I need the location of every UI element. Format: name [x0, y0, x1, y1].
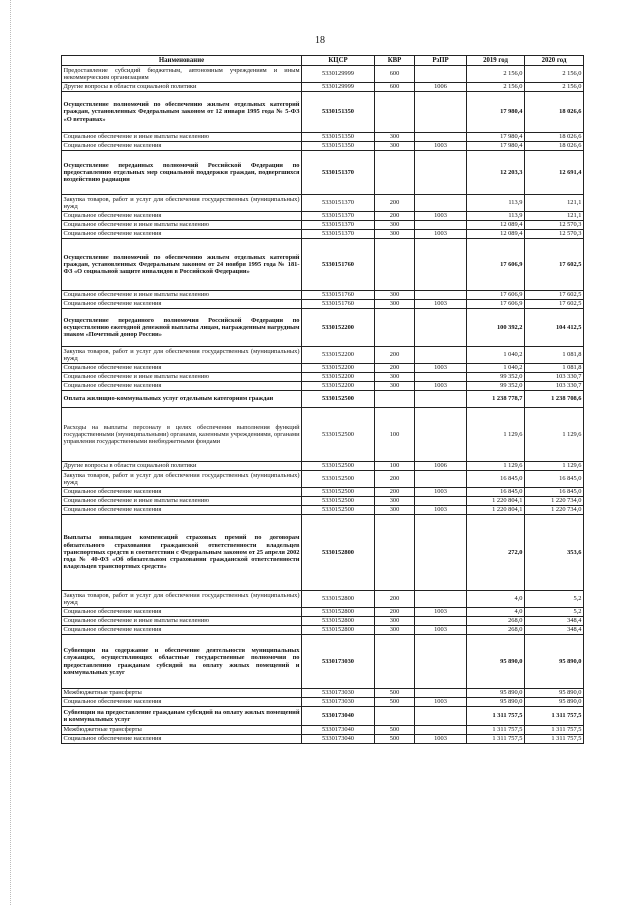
table-row: [62, 735, 584, 744]
row-2020-cell: 103 330,7: [525, 373, 584, 382]
row-2019-cell: 99 352,0: [467, 382, 525, 391]
row-rzpr-cell: 1003: [415, 735, 467, 744]
table-row: [62, 726, 584, 735]
row-rzpr-cell: [415, 195, 467, 212]
row-rzpr-cell: 1003: [415, 212, 467, 221]
row-2019-cell: 268,0: [467, 617, 525, 626]
header-2020: 2020 год: [525, 56, 584, 66]
row-name-cell: Закупка товаров, работ и услуг для обеспечения государственных (муниципальных) нужд: [63, 591, 300, 606]
table-body: [62, 66, 584, 744]
row-kvr-cell: 200: [375, 471, 415, 488]
row-kcsr-cell: 5330173040: [302, 735, 375, 744]
row-2019-cell: 95 890,0: [467, 689, 525, 698]
row-2020-cell: 5,2: [525, 608, 584, 617]
row-kvr-cell: 100: [375, 408, 415, 462]
row-rzpr-cell: [415, 497, 467, 506]
row-name-cell: Осуществление полномочий по обеспечению жильем отдельных категорий граждан, установленных Федеральным законом от 24 ноября 1995 года № 181-ФЗ «О социальной защите инвалидов в Российской Федерации»: [62, 239, 302, 291]
row-kvr-cell: [375, 707, 415, 726]
table-row: [62, 230, 584, 239]
row-2020-cell: 18 026,6: [525, 142, 584, 151]
row-name-cell: Предоставление субсидий бюджетным, автономным учреждениям и иным некоммерческим организациям: [63, 66, 300, 81]
row-kvr-cell: 200: [375, 591, 415, 608]
row-rzpr-cell: [415, 726, 467, 735]
table-row: [62, 221, 584, 230]
row-rzpr-cell: [415, 515, 467, 591]
row-name-cell: Социальное обеспечение населения: [62, 626, 302, 635]
table-row: [62, 626, 584, 635]
row-name-cell: Осуществление переданных полномочий Российской Федерации по предоставлению отдельных мер социальной поддержки граждан, подвергшихся воздействию радиации: [62, 151, 302, 195]
row-2020-cell: 1 238 708,6: [525, 391, 584, 408]
row-2020-cell: 1 311 757,5: [525, 707, 584, 726]
row-kcsr-cell: 5330151370: [302, 151, 375, 195]
row-rzpr-cell: [415, 408, 467, 462]
row-2020-cell: 18 026,6: [525, 133, 584, 142]
row-kcsr-cell: 5330173030: [302, 635, 375, 689]
row-kvr-cell: 300: [375, 142, 415, 151]
row-name-cell: Социальное обеспечение населения: [62, 382, 302, 391]
row-kvr-cell: 300: [375, 300, 415, 309]
table-row: [62, 212, 584, 221]
row-kcsr-cell: 5330151350: [302, 142, 375, 151]
row-2019-cell: 1 040,2: [467, 364, 525, 373]
page-edge-line: [10, 0, 11, 905]
row-kcsr-cell: 5330152800: [302, 626, 375, 635]
row-kvr-cell: 600: [375, 66, 415, 83]
row-name-cell: Осуществление полномочий по обеспечению жильем отдельных категорий граждан, установленных Федеральным законом от 12 января 1995 года № 5-ФЗ «О ветеранах»: [62, 92, 302, 133]
row-2019-cell: 113,9: [467, 195, 525, 212]
row-2020-cell: 1 081,8: [525, 347, 584, 364]
row-rzpr-cell: [415, 151, 467, 195]
row-name-cell: Закупка товаров, работ и услуг для обеспечения государственных (муниципальных) нужд: [63, 347, 300, 362]
row-kcsr-cell: 5330173040: [302, 707, 375, 726]
row-kcsr-cell: 5330152200: [302, 347, 375, 364]
row-kcsr-cell: 5330152200: [302, 382, 375, 391]
table-row: [62, 309, 584, 347]
row-kcsr-cell: 5330151370: [302, 230, 375, 239]
row-kcsr-cell: 5330152200: [302, 373, 375, 382]
row-kvr-cell: [375, 391, 415, 408]
row-name-cell: Осуществление переданного полномочия Российской Федерации по осуществлению ежегодной денежной выплаты лицам, награжденным нагрудным знаком «Почетный донор России»: [62, 309, 302, 347]
row-rzpr-cell: [415, 92, 467, 133]
table-row: [62, 347, 584, 364]
row-2019-cell: 4,0: [467, 608, 525, 617]
row-2019-cell: 272,0: [467, 515, 525, 591]
row-2020-cell: 12 691,4: [525, 151, 584, 195]
row-kcsr-cell: 5330152500: [302, 488, 375, 497]
row-2019-cell: 17 980,4: [467, 92, 525, 133]
row-2019-cell: 17 980,4: [467, 133, 525, 142]
row-name-cell: Социальное обеспечение и иные выплаты населению: [62, 133, 302, 142]
row-kvr-cell: 500: [375, 735, 415, 744]
row-rzpr-cell: 1003: [415, 142, 467, 151]
row-2020-cell: 95 890,0: [525, 689, 584, 698]
row-kcsr-cell: 5330151350: [302, 92, 375, 133]
row-kvr-cell: 500: [375, 689, 415, 698]
row-2020-cell: 1 311 757,5: [525, 735, 584, 744]
row-2020-cell: 1 311 757,5: [525, 726, 584, 735]
row-rzpr-cell: [415, 239, 467, 291]
row-name-cell: Социальное обеспечение и иные выплаты населению: [62, 497, 302, 506]
row-name-cell: Социальное обеспечение населения: [62, 506, 302, 515]
row-kvr-cell: 300: [375, 373, 415, 382]
row-2020-cell: 95 890,0: [525, 635, 584, 689]
table-row: [62, 92, 584, 133]
header-kvr: КВР: [375, 56, 415, 66]
row-kvr-cell: 300: [375, 506, 415, 515]
table-row: [62, 488, 584, 497]
row-kvr-cell: 300: [375, 617, 415, 626]
row-name-cell: Социальное обеспечение населения: [62, 300, 302, 309]
row-rzpr-cell: [415, 391, 467, 408]
table-row: [62, 617, 584, 626]
row-rzpr-cell: 1006: [415, 462, 467, 471]
row-rzpr-cell: 1003: [415, 300, 467, 309]
row-2019-cell: 17 606,9: [467, 300, 525, 309]
table-row: [62, 151, 584, 195]
row-name-cell: Расходы на выплаты персоналу в целях обеспечения выполнения функций государственными (муниципальными) органами, казенными учреждениями, органами управления государственными внебюджетными фондами: [62, 408, 302, 462]
row-kcsr-cell: 5330152500: [302, 408, 375, 462]
row-name-cell: Социальное обеспечение населения: [62, 488, 302, 497]
row-kvr-cell: 300: [375, 133, 415, 142]
row-2020-cell: 348,4: [525, 626, 584, 635]
page-number: 18: [315, 35, 325, 46]
row-kvr-cell: [375, 239, 415, 291]
row-rzpr-cell: [415, 689, 467, 698]
table-row: [62, 195, 584, 212]
row-2019-cell: 1 311 757,5: [467, 726, 525, 735]
row-kcsr-cell: 5330152200: [302, 309, 375, 347]
row-rzpr-cell: [415, 221, 467, 230]
row-rzpr-cell: 1003: [415, 382, 467, 391]
row-rzpr-cell: [415, 66, 467, 83]
table-row: [62, 391, 584, 408]
row-kvr-cell: [375, 635, 415, 689]
row-2020-cell: 12 570,3: [525, 221, 584, 230]
row-2020-cell: 2 156,0: [525, 83, 584, 92]
row-kcsr-cell: 5330152500: [302, 506, 375, 515]
table-row: [62, 515, 584, 591]
row-kcsr-cell: 5330151350: [302, 133, 375, 142]
row-2019-cell: 95 890,0: [467, 698, 525, 707]
row-kvr-cell: 200: [375, 347, 415, 364]
row-kvr-cell: 100: [375, 462, 415, 471]
row-rzpr-cell: 1003: [415, 698, 467, 707]
row-rzpr-cell: 1006: [415, 83, 467, 92]
row-kvr-cell: 200: [375, 488, 415, 497]
row-name-cell: Социальное обеспечение и иные выплаты населению: [62, 291, 302, 300]
row-2020-cell: 1 129,6: [525, 408, 584, 462]
row-2019-cell: 1 220 804,1: [467, 506, 525, 515]
row-2019-cell: 16 845,0: [467, 488, 525, 497]
row-kcsr-cell: 5330151760: [302, 300, 375, 309]
row-2020-cell: 5,2: [525, 591, 584, 608]
row-kcsr-cell: 5330173030: [302, 698, 375, 707]
row-kcsr-cell: 5330151370: [302, 221, 375, 230]
row-kcsr-cell: 5330173030: [302, 689, 375, 698]
row-2020-cell: 103 330,7: [525, 382, 584, 391]
row-name-cell: Выплаты инвалидам компенсаций страховых премий по договорам обязательного страхования гражданской ответственности владельцев транспортных средств в соответствии с Федеральным законом от 25 апреля 2002 года № 40-ФЗ «Об обязательном страховании гражданской ответственности владельцев транспортных средств»: [62, 515, 302, 591]
row-2019-cell: 4,0: [467, 591, 525, 608]
row-2019-cell: 12 089,4: [467, 221, 525, 230]
table-row: [62, 698, 584, 707]
row-name-cell: Субвенции на предоставление гражданам субсидий на оплату жилых помещений и коммунальных услуг: [62, 707, 302, 726]
row-2019-cell: 2 156,0: [467, 83, 525, 92]
row-kvr-cell: [375, 515, 415, 591]
row-kvr-cell: 200: [375, 212, 415, 221]
row-name-cell: Субвенции на содержание и обеспечение деятельности муниципальных служащих, осуществляющих областные государственные полномочия по предоставлению гражданам субсидий на оплату жилых помещений и коммунальных услуг: [62, 635, 302, 689]
row-2019-cell: 95 890,0: [467, 635, 525, 689]
row-rzpr-cell: [415, 591, 467, 608]
row-rzpr-cell: [415, 373, 467, 382]
row-name-cell: Социальное обеспечение населения: [62, 698, 302, 707]
row-kvr-cell: [375, 151, 415, 195]
row-rzpr-cell: [415, 133, 467, 142]
row-kcsr-cell: 5330152800: [302, 608, 375, 617]
row-rzpr-cell: [415, 347, 467, 364]
table-header-row: [62, 56, 584, 66]
table-row: [62, 364, 584, 373]
row-kvr-cell: 600: [375, 83, 415, 92]
table-row: [62, 300, 584, 309]
row-2019-cell: 1 129,6: [467, 408, 525, 462]
row-kvr-cell: 300: [375, 382, 415, 391]
row-kvr-cell: 200: [375, 608, 415, 617]
table-row: [62, 408, 584, 462]
row-rzpr-cell: [415, 635, 467, 689]
row-name-cell: Социальное обеспечение и иные выплаты населению: [62, 617, 302, 626]
row-kvr-cell: [375, 309, 415, 347]
row-2019-cell: 99 352,0: [467, 373, 525, 382]
row-2019-cell: 1 040,2: [467, 347, 525, 364]
row-2019-cell: 113,9: [467, 212, 525, 221]
row-2019-cell: 2 156,0: [467, 66, 525, 83]
row-name-cell: Социальное обеспечение населения: [62, 364, 302, 373]
row-name-cell: Социальное обеспечение населения: [62, 230, 302, 239]
row-2019-cell: 16 845,0: [467, 471, 525, 488]
table-row: [62, 497, 584, 506]
row-name-cell: Социальное обеспечение и иные выплаты населению: [62, 221, 302, 230]
row-2019-cell: 1 129,6: [467, 462, 525, 471]
row-kcsr-cell: 5330152200: [302, 364, 375, 373]
row-name-cell: Другие вопросы в области социальной политики: [62, 462, 302, 471]
row-name-cell: Закупка товаров, работ и услуг для обеспечения государственных (муниципальных) нужд: [63, 471, 300, 486]
header-name: Наименование: [62, 56, 302, 66]
row-name-cell: Другие вопросы в области социальной политики: [62, 83, 302, 92]
table-row: [62, 707, 584, 726]
row-kcsr-cell: 5330129999: [302, 66, 375, 83]
row-2020-cell: 18 026,6: [525, 92, 584, 133]
row-2019-cell: 1 311 757,5: [467, 707, 525, 726]
row-2020-cell: 95 890,0: [525, 698, 584, 707]
row-kvr-cell: [375, 92, 415, 133]
row-2020-cell: 17 602,5: [525, 300, 584, 309]
row-2020-cell: 1 081,8: [525, 364, 584, 373]
budget-table: [61, 55, 584, 744]
table-row: [62, 133, 584, 142]
table-row: [62, 83, 584, 92]
row-2020-cell: 16 845,0: [525, 471, 584, 488]
row-2020-cell: 1 129,6: [525, 462, 584, 471]
row-kvr-cell: 500: [375, 726, 415, 735]
row-kcsr-cell: 5330129999: [302, 83, 375, 92]
row-rzpr-cell: 1003: [415, 364, 467, 373]
row-kcsr-cell: 5330173040: [302, 726, 375, 735]
row-2019-cell: 268,0: [467, 626, 525, 635]
row-2019-cell: 17 606,9: [467, 239, 525, 291]
table-row: [62, 239, 584, 291]
row-name-cell: Оплата жилищно-коммунальных услуг отдельным категориям граждан: [62, 391, 302, 408]
row-rzpr-cell: [415, 707, 467, 726]
row-kvr-cell: 200: [375, 364, 415, 373]
row-kcsr-cell: 5330151370: [302, 212, 375, 221]
row-name-cell: Социальное обеспечение и иные выплаты населению: [62, 373, 302, 382]
row-name-cell: Межбюджетные трансферты: [62, 726, 302, 735]
row-rzpr-cell: 1003: [415, 488, 467, 497]
row-kcsr-cell: 5330152800: [302, 617, 375, 626]
row-kcsr-cell: 5330152500: [302, 391, 375, 408]
table-row: [62, 506, 584, 515]
row-kcsr-cell: 5330152500: [302, 471, 375, 488]
row-kvr-cell: 300: [375, 230, 415, 239]
row-kvr-cell: 300: [375, 497, 415, 506]
row-rzpr-cell: 1003: [415, 506, 467, 515]
header-2019: 2019 год: [467, 56, 525, 66]
table-row: [62, 471, 584, 488]
row-kcsr-cell: 5330151760: [302, 291, 375, 300]
table-row: [62, 373, 584, 382]
table-row: [62, 591, 584, 608]
row-rzpr-cell: 1003: [415, 626, 467, 635]
row-2019-cell: 17 980,4: [467, 142, 525, 151]
row-kcsr-cell: 5330152800: [302, 591, 375, 608]
row-2020-cell: 2 156,0: [525, 66, 584, 83]
row-name-cell: Социальное обеспечение населения: [62, 142, 302, 151]
table-row: [62, 635, 584, 689]
row-2020-cell: 16 845,0: [525, 488, 584, 497]
row-2019-cell: 100 392,2: [467, 309, 525, 347]
row-kvr-cell: 300: [375, 291, 415, 300]
header-rzpr: РзПР: [415, 56, 467, 66]
row-name-cell: Социальное обеспечение населения: [62, 608, 302, 617]
row-kvr-cell: 500: [375, 698, 415, 707]
table-row: [62, 142, 584, 151]
row-2020-cell: 17 602,5: [525, 291, 584, 300]
row-rzpr-cell: [415, 617, 467, 626]
row-name-cell: Закупка товаров, работ и услуг для обеспечения государственных (муниципальных) нужд: [63, 195, 300, 210]
row-2020-cell: 12 570,3: [525, 230, 584, 239]
row-rzpr-cell: [415, 291, 467, 300]
row-2020-cell: 121,1: [525, 195, 584, 212]
row-2020-cell: 17 602,5: [525, 239, 584, 291]
row-rzpr-cell: [415, 309, 467, 347]
row-kcsr-cell: 5330152500: [302, 497, 375, 506]
table-row: [62, 382, 584, 391]
row-rzpr-cell: 1003: [415, 230, 467, 239]
table-row: [62, 291, 584, 300]
row-kcsr-cell: 5330151370: [302, 195, 375, 212]
header-kcsr: КЦСР: [302, 56, 375, 66]
row-2020-cell: 1 220 734,0: [525, 497, 584, 506]
row-2020-cell: 121,1: [525, 212, 584, 221]
table-row: [62, 689, 584, 698]
row-2019-cell: 12 089,4: [467, 230, 525, 239]
row-name-cell: Межбюджетные трансферты: [62, 689, 302, 698]
row-2019-cell: 1 311 757,5: [467, 735, 525, 744]
row-2020-cell: 1 220 734,0: [525, 506, 584, 515]
row-2020-cell: 353,6: [525, 515, 584, 591]
row-kcsr-cell: 5330152800: [302, 515, 375, 591]
row-2019-cell: 17 606,9: [467, 291, 525, 300]
row-kvr-cell: 200: [375, 195, 415, 212]
table-row: [62, 462, 584, 471]
row-2019-cell: 1 220 804,1: [467, 497, 525, 506]
row-2019-cell: 1 238 778,7: [467, 391, 525, 408]
row-name-cell: Социальное обеспечение населения: [62, 735, 302, 744]
row-2020-cell: 104 412,5: [525, 309, 584, 347]
row-rzpr-cell: [415, 471, 467, 488]
table-row: [62, 66, 584, 83]
row-kvr-cell: 300: [375, 221, 415, 230]
row-kvr-cell: 300: [375, 626, 415, 635]
row-kcsr-cell: 5330151760: [302, 239, 375, 291]
row-name-cell: Социальное обеспечение населения: [62, 212, 302, 221]
row-rzpr-cell: 1003: [415, 608, 467, 617]
table-row: [62, 608, 584, 617]
row-2019-cell: 12 203,3: [467, 151, 525, 195]
row-2020-cell: 348,4: [525, 617, 584, 626]
row-kcsr-cell: 5330152500: [302, 462, 375, 471]
